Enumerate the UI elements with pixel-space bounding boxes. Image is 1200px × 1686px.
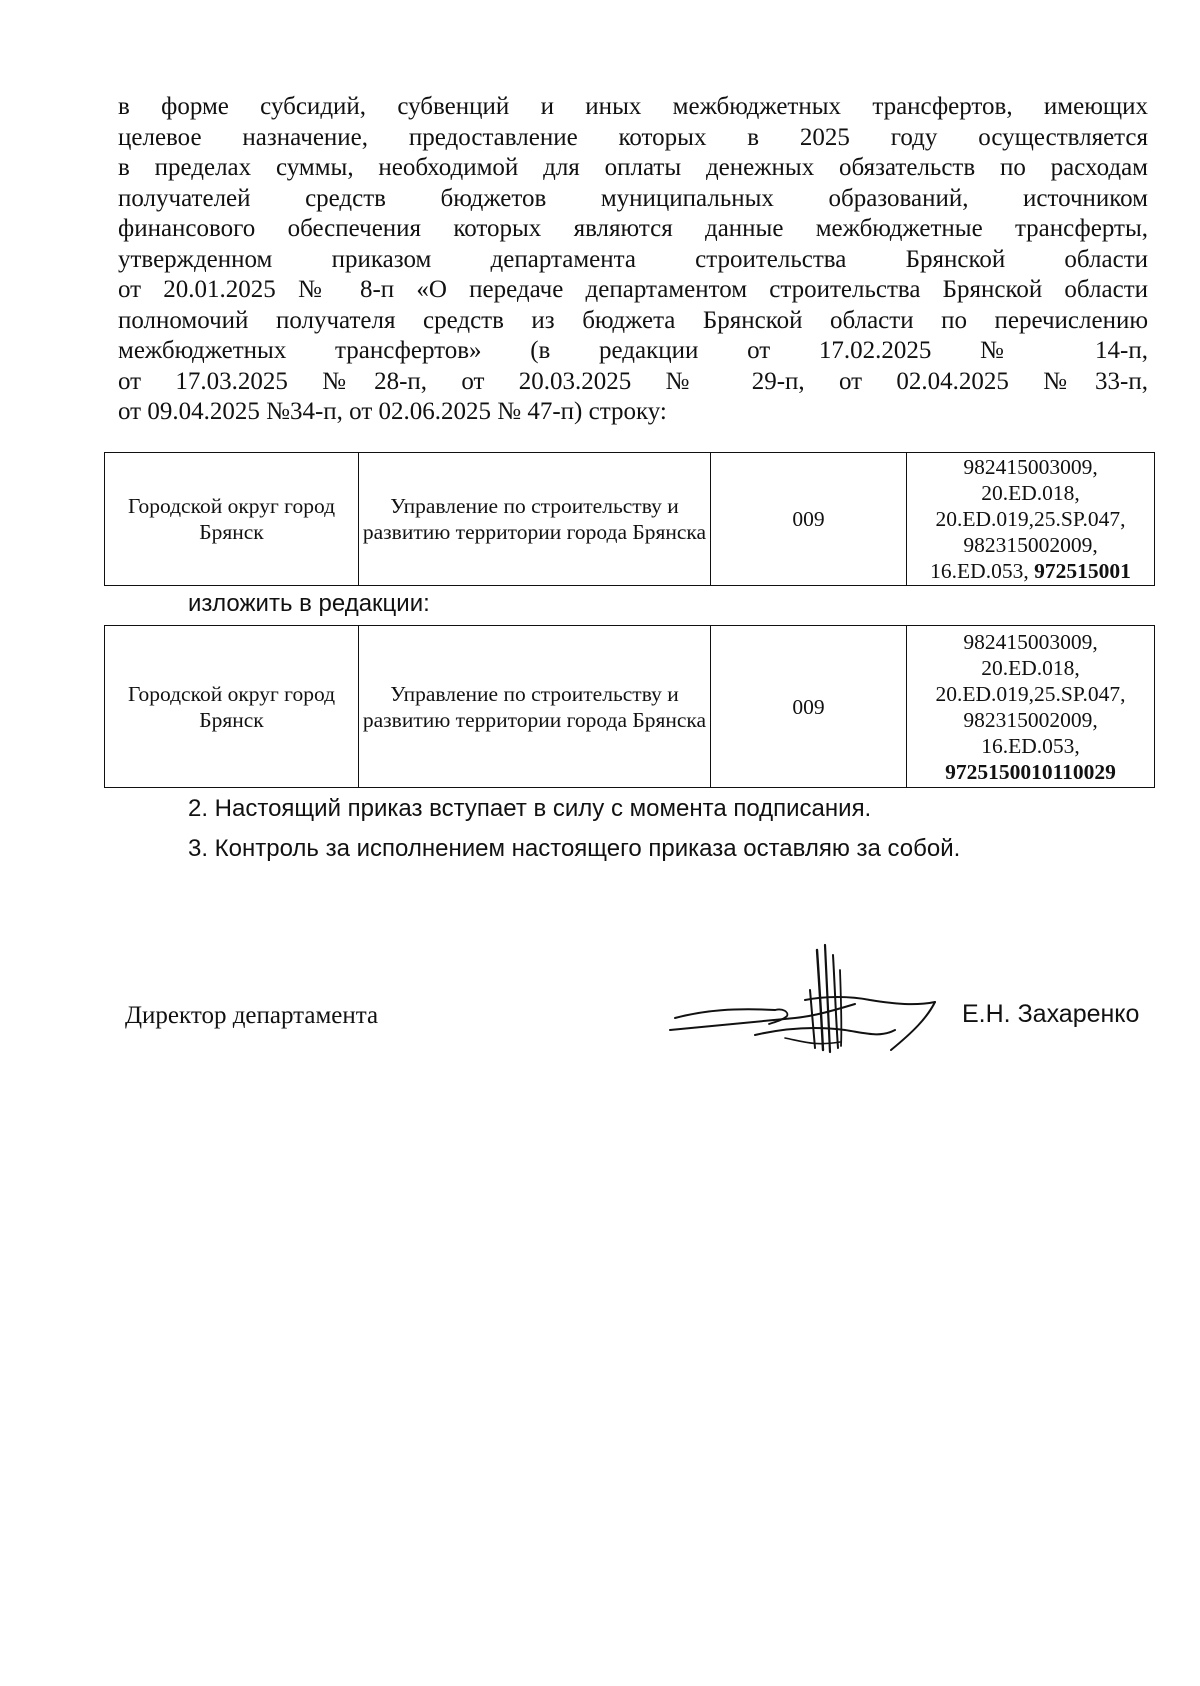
clause-2: 2. Настоящий приказ вступает в силу с момента подписания. (188, 795, 872, 822)
code-line: 982315002009, (963, 533, 1098, 557)
code-line: 16.ED.053, (981, 733, 1080, 758)
intro-line: от 17.03.2025 №28-п, от 20.03.2025 № 29-п, от 02.04.2025 №33-п, (118, 367, 1148, 395)
code-line: 982415003009, (963, 629, 1098, 654)
intro-line: утвержденном приказом департамента строительства Брянской области (118, 245, 1148, 273)
redaction-label: изложить в редакции: (188, 590, 430, 617)
code-line: 982415003009, (963, 455, 1098, 479)
code-line: 20.ED.018, (981, 481, 1080, 505)
code-plain-part: 16.ED.053, (930, 559, 1035, 583)
code-line: 20.ED.018, (981, 655, 1080, 680)
signatory-name: Е.Н. Захаренко (962, 1000, 1140, 1028)
codes-cell (907, 453, 1155, 586)
table-row (105, 626, 1155, 788)
code-cell: 009 (711, 626, 907, 788)
new-row-table (104, 625, 1155, 788)
intro-line: в форме субсидий, субвенций и иных межбюджетных трансфертов, имеющих (118, 93, 1148, 120)
recipient-cell: Управление по строительству и развитию территории города Брянска (359, 626, 711, 788)
municipality-cell: Городской округ город Брянск (105, 453, 359, 586)
intro-line: получателей средств бюджетов муниципальных образований, источником (118, 184, 1148, 212)
intro-line: от 09.04.2025 №34-п, от 02.06.2025 № 47-п) строку: (118, 398, 667, 425)
signatory-title: Директор департамента (125, 1002, 379, 1029)
intro-paragraph (118, 92, 1148, 428)
code-bold-part: 972515001 (1034, 559, 1131, 583)
code-line: 20.ED.019,25.SP.047, (935, 507, 1126, 531)
intro-line: от 20.01.2025 № 8-п «О передаче департаментом строительства Брянской области (118, 276, 1148, 303)
code-bold-line: 9725150010110029 (945, 759, 1116, 784)
code-line: 982315002009, (963, 707, 1098, 732)
clause-3: 3. Контроль за исполнением настоящего приказа оставляю за собой. (188, 835, 961, 862)
old-row-table (104, 452, 1155, 586)
intro-line: финансового обеспечения которых являются данные межбюджетные трансферты, (118, 215, 1148, 242)
signature-icon (665, 930, 955, 1060)
municipality-cell: Городской округ город Брянск (105, 626, 359, 788)
table-row (105, 453, 1155, 586)
recipient-cell: Управление по строительству и развитию территории города Брянска (359, 453, 711, 586)
intro-line: целевое назначение, предоставление которых в 2025 году осуществляется (118, 123, 1148, 151)
code-line-last (910, 558, 1151, 584)
intro-line: полномочий получателя средств из бюджета Брянской области по перечислению (118, 306, 1148, 334)
intro-line: в пределах суммы, необходимой для оплаты денежных обязательств по расходам (118, 154, 1148, 181)
code-line: 20.ED.019,25.SP.047, (935, 681, 1126, 706)
code-cell: 009 (711, 453, 907, 586)
codes-cell (907, 626, 1155, 788)
intro-line: межбюджетных трансфертов» (в редакции от 17.02.2025 № 14-п, (118, 337, 1148, 364)
